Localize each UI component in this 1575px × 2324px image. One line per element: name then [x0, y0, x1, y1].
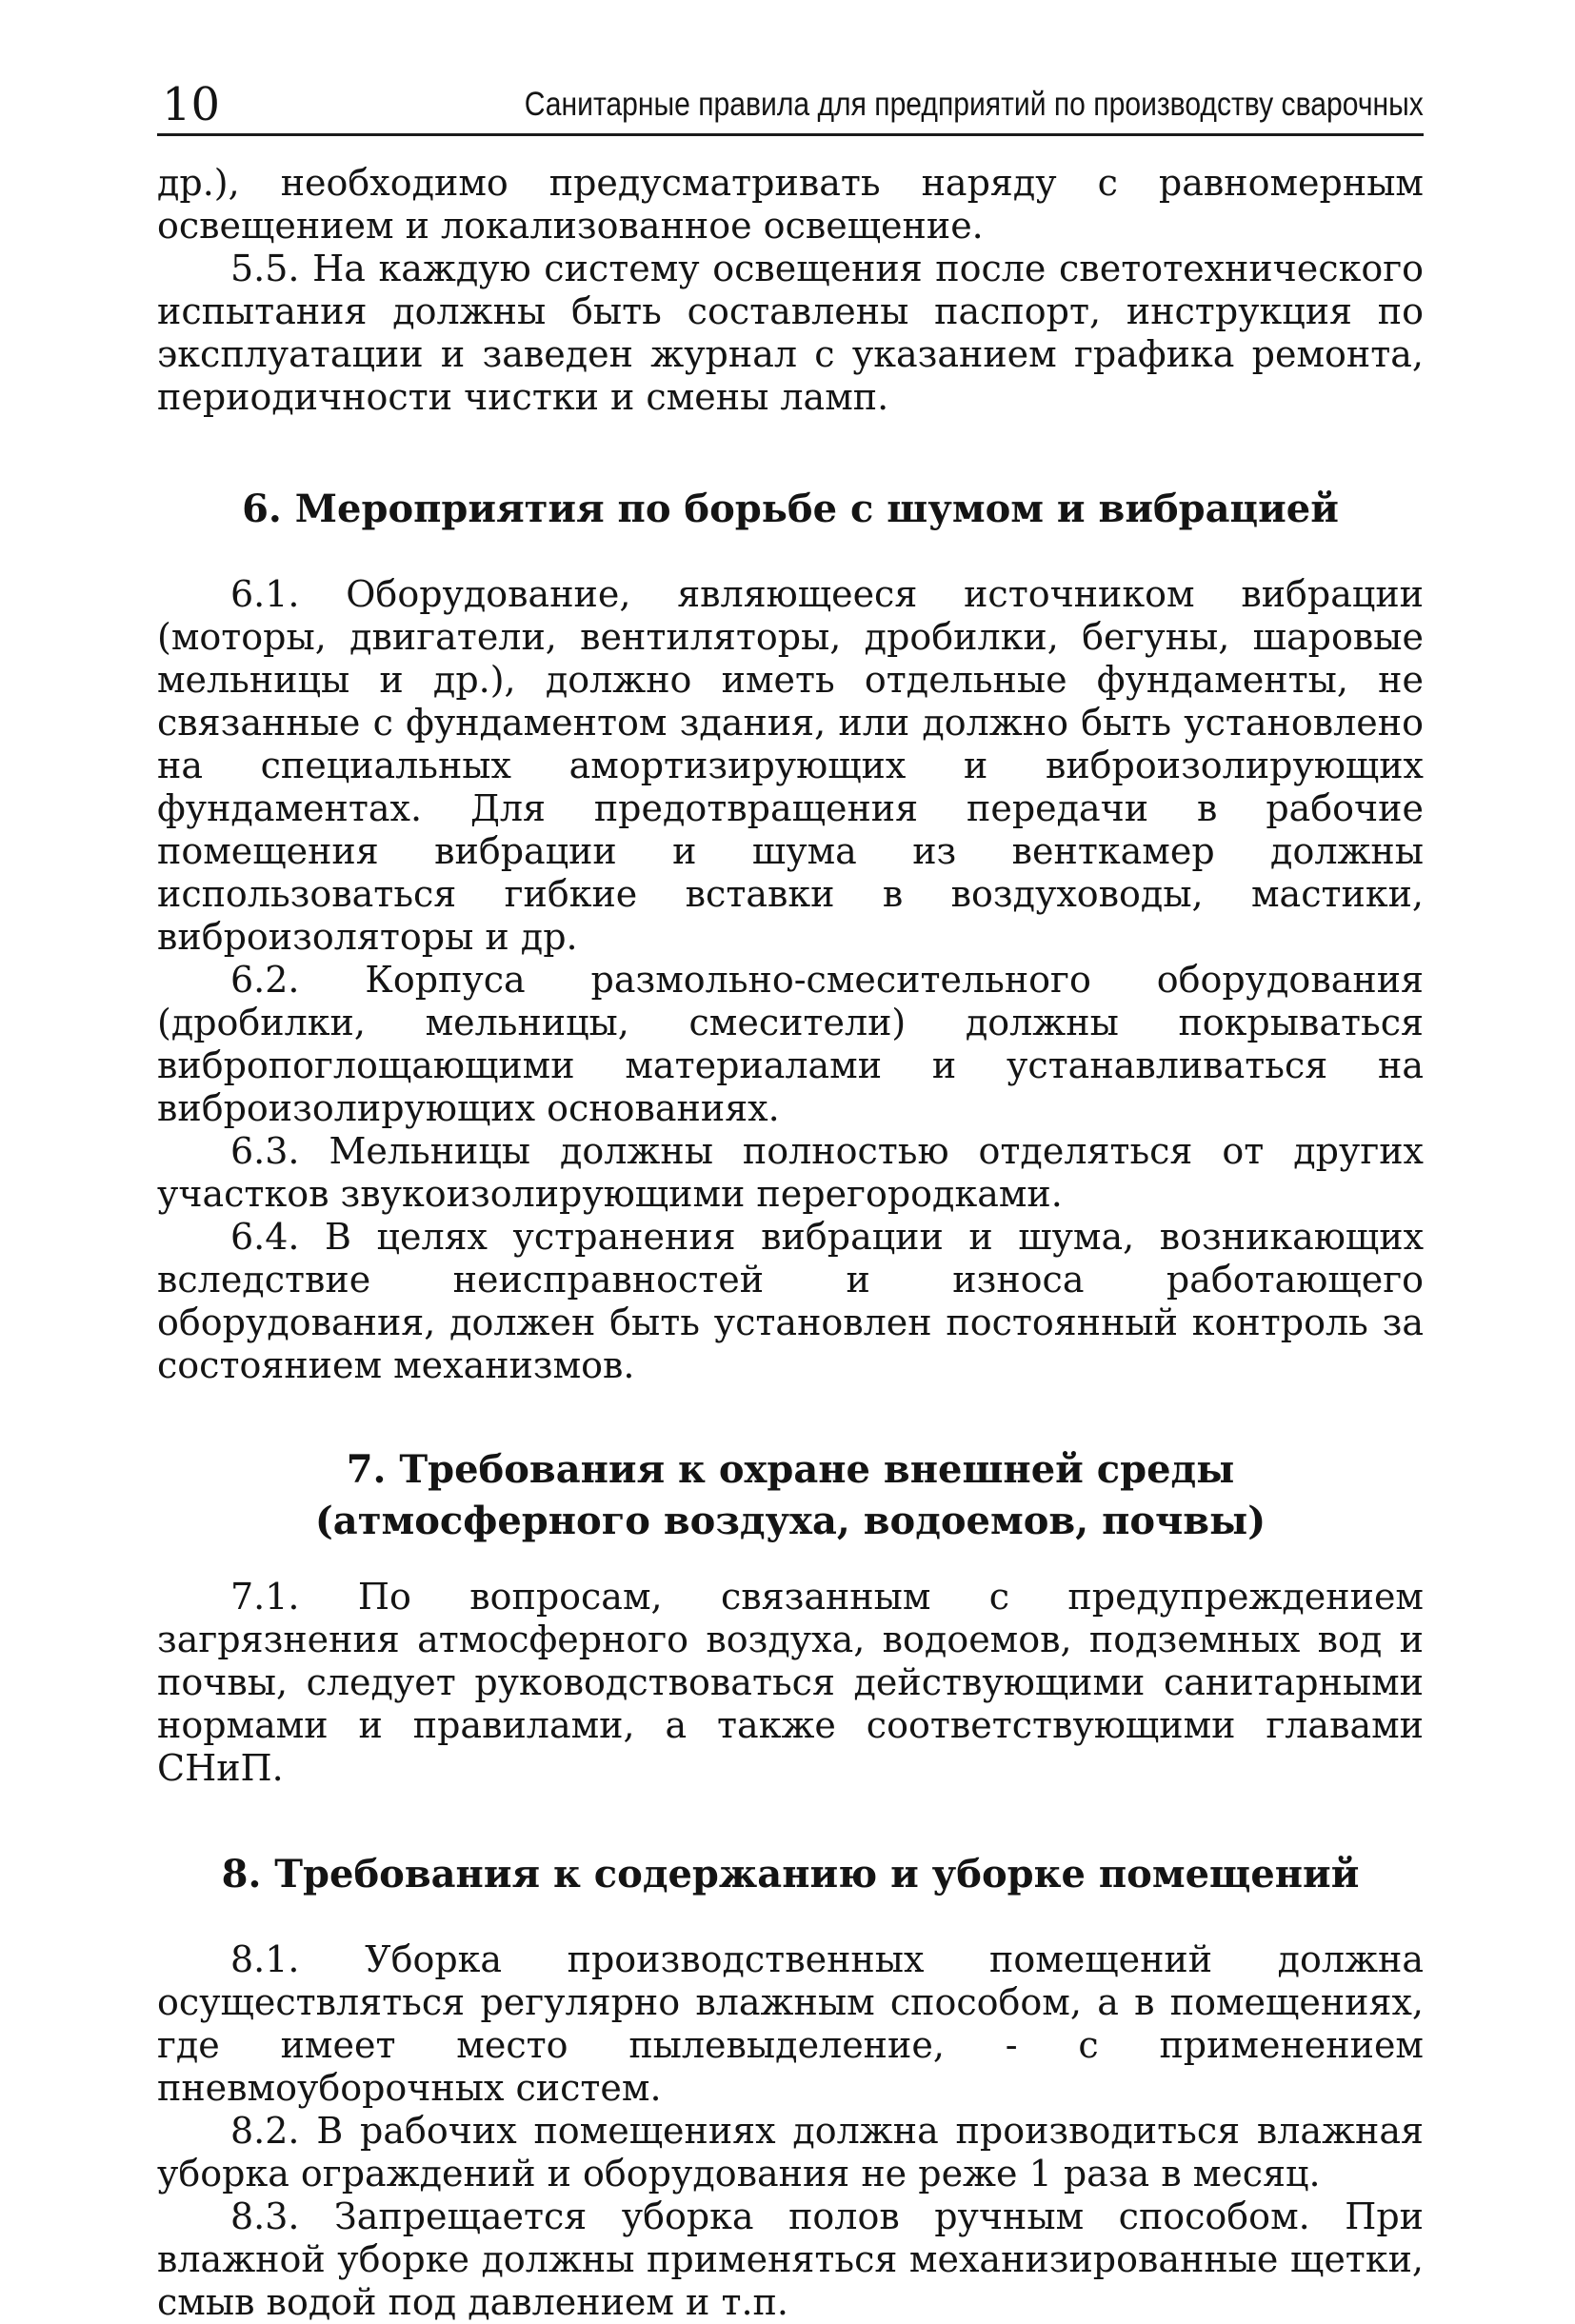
paragraph-8-2: 8.2. В рабочих помещениях должна производиться влажная уборка ограждений и оборудования не реже 1 раза в месяц. [157, 2110, 1424, 2195]
paragraph-8-3: 8.3. Запрещается уборка полов ручным способом. При влажной уборке должны применяться механизированные щетки, смыв водой под давлением и т.п. [157, 2195, 1424, 2323]
paragraph-8-1: 8.1. Уборка производственных помещений должна осуществляться регулярно влажным способом, а в помещениях, где имеет место пылевыделение, - с применением пневмоуборочных систем. [157, 1938, 1424, 2109]
paragraph-7-1: 7.1. По вопросам, связанным с предупреждением загрязнения атмосферного воздуха, водоемов, подземных вод и почвы, следует руководствоваться действующими санитарными нормами и правилами, а также соответствующими главами СНиП. [157, 1576, 1424, 1789]
paragraph-6-2: 6.2. Корпуса размольно-смесительного оборудования (дробилки, мельницы, смесители) должны покрываться вибропоглощающими материалами и устанавливаться на виброизолирующих основаниях. [157, 959, 1424, 1129]
section-8-heading: 8. Требования к содержанию и уборке помещений [221, 1852, 1360, 1897]
page-header [157, 76, 1424, 136]
paragraph-6-1: 6.1. Оборудование, являющееся источником вибрации (моторы, двигатели, вентиляторы, дробилки, бегуны, шаровые мельницы и др.), должно иметь отдельные фундаменты, не связанные с фундаментом здания, или должно быть установлено на специальных амортизирующих и виброизолирующих фундаментах. Для предотвращения передачи в рабочие помещения вибрации и шума из венткамер должны использоваться гибкие вставки в воздуховоды, мастики, виброизоляторы и др. [157, 573, 1424, 958]
paragraph-continuation: др.), необходимо предусматривать наряду с равномерным освещением и локализованное освещение. [157, 162, 1424, 247]
paragraph-5-5: 5.5. На каждую систему освещения после светотехнического испытания должны быть составлены паспорт, инструкция по эксплуатации и заведен журнал с указанием графика ремонта, периодичности чистки и смены ламп. [157, 248, 1424, 418]
paragraph-6-3: 6.3. Мельницы должны полностью отделяться от других участков звукоизолирующими перегородками. [157, 1130, 1424, 1215]
section-7-heading [157, 1444, 1424, 1547]
section-6-heading: 6. Мероприятия по борьбе с шумом и вибрацией [242, 487, 1339, 531]
section-7-heading-line2: (атмосферного воздуха, водоемов, почвы) [314, 1499, 1266, 1543]
section-7-heading-line1: 7. Требования к охране внешней среды [346, 1447, 1235, 1492]
paragraph-6-4: 6.4. В целях устранения вибрации и шума, возникающих вследствие неисправностей и износа работающего оборудования, должен быть установлен постоянный контроль за состоянием механизмов. [157, 1216, 1424, 1386]
page-number: 10 [162, 78, 221, 131]
page-body [157, 162, 1424, 2324]
running-title: Санитарные правила для предприятий по производству сварочных [524, 86, 1424, 123]
